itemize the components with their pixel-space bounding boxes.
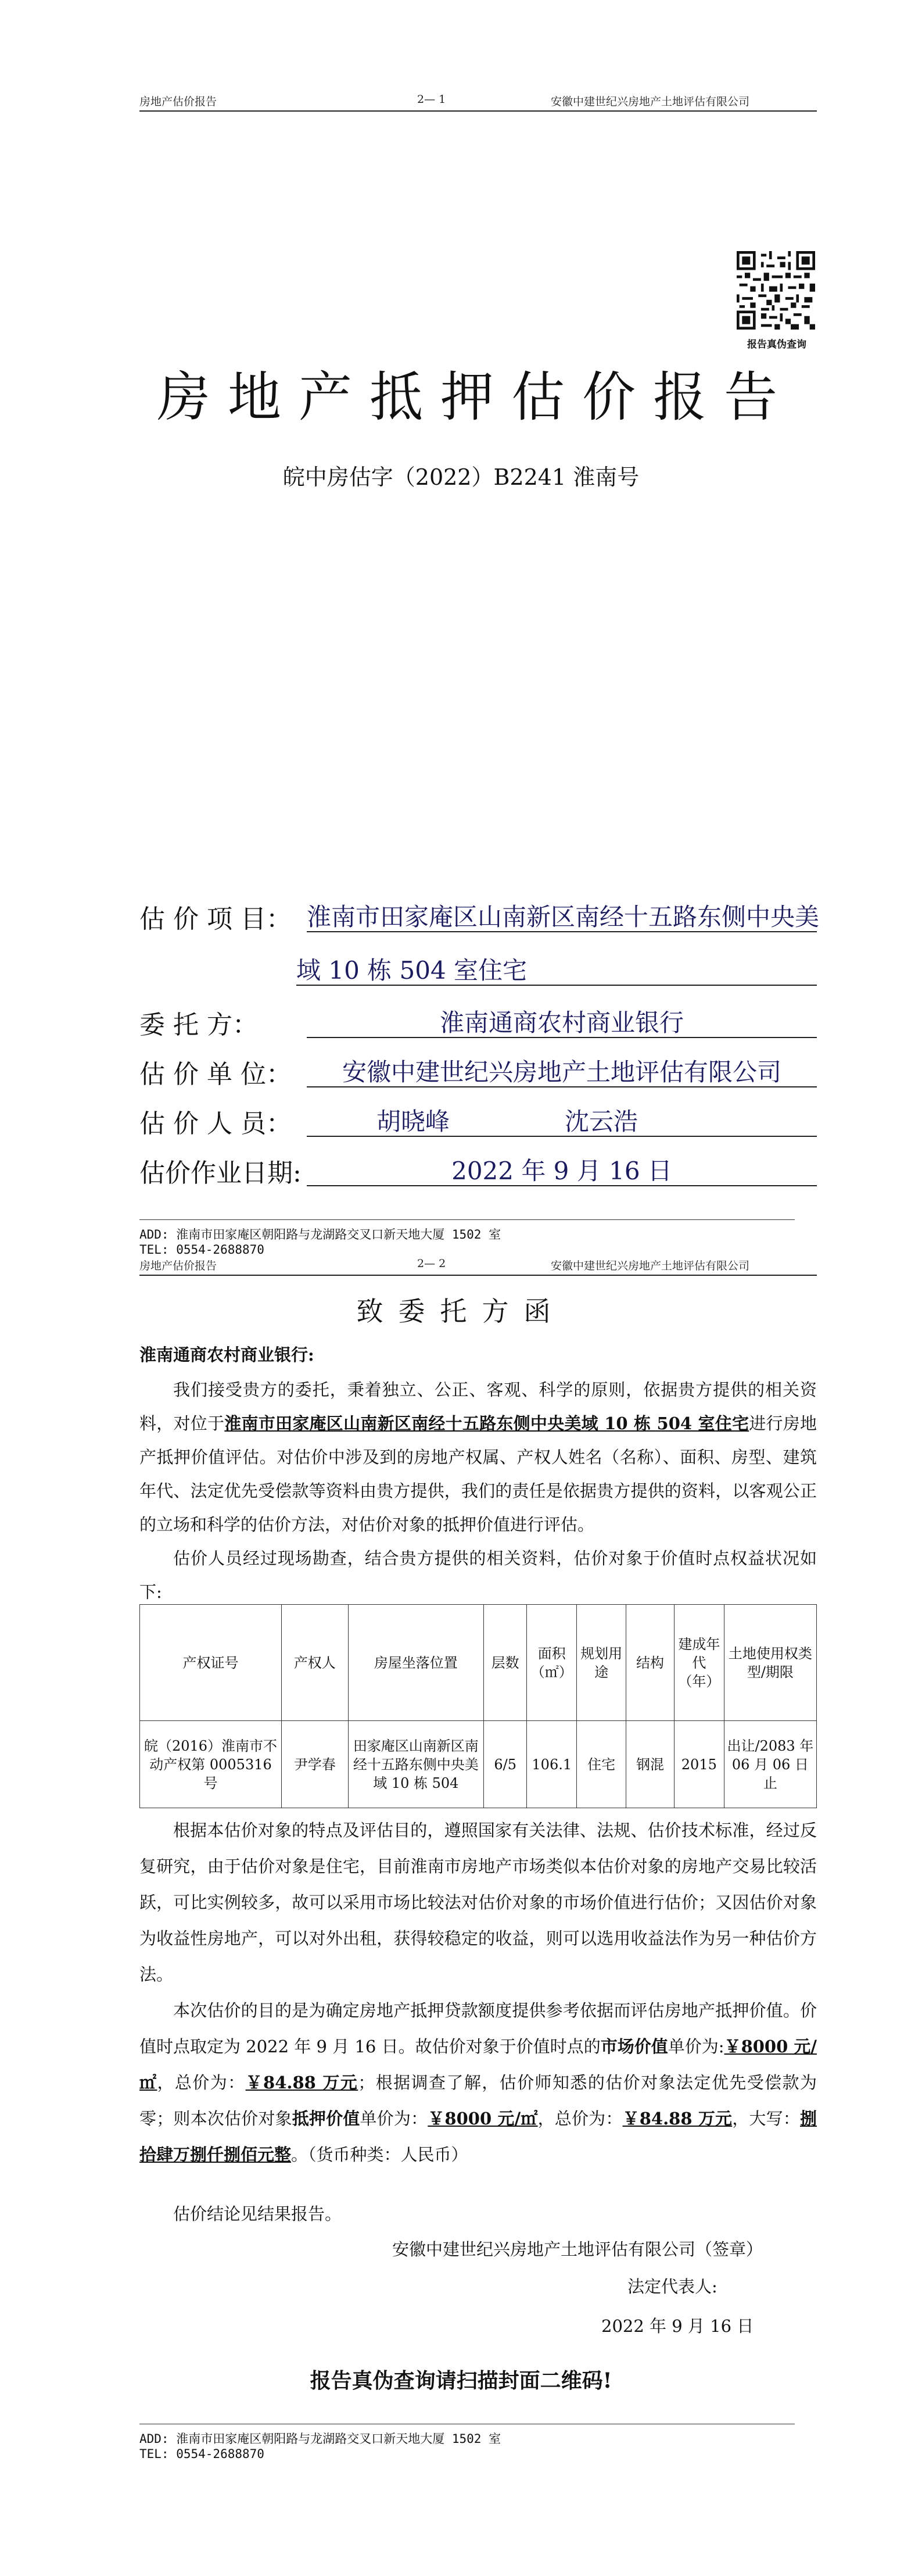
th-area: 面积（㎡）	[527, 1605, 577, 1721]
market-total-price: ￥84.88 万元	[245, 2073, 358, 2092]
td-structure: 钢混	[626, 1721, 675, 1808]
label-project: 估 价 项 目：	[139, 904, 292, 934]
value-appraiser-1: 胡晓峰	[376, 1107, 450, 1136]
th-floors: 层数	[484, 1605, 527, 1721]
page2-header-right: 安徽中建世纪兴房地产土地评估有限公司	[551, 1260, 750, 1272]
td-use: 住宅	[577, 1721, 626, 1808]
paragraph-methods: 根据本估价对象的特点及评估目的，遵照国家有关法律、法规、估价技术标准，经过反复研究，由于估价对象是住宅，目前淮南市房地产市场类似本估价对象的房地产交易比较活跃，可比实例较多，故可以采用市场比较法对估价对象的市场价值进行估价；又因估价对象为收益性房地产，可以对外出租，获得较稳定的收益，则可以选用收益法作为另一种估价方法。	[139, 1820, 817, 1984]
underline-appraisers	[307, 1136, 817, 1137]
th-location: 房屋坐落位置	[348, 1605, 483, 1721]
paragraph-conclusion: 估价结论见结果报告。	[173, 2204, 342, 2224]
mortgage-value-label: 抵押价值	[292, 2109, 360, 2128]
underline-client	[307, 1037, 817, 1038]
underline-appraiser-firm	[307, 1086, 817, 1087]
td-location: 田家庵区山南新区南经十五路东侧中央美域 10 栋 504	[348, 1721, 483, 1808]
th-land-right: 土地使用权类型/期限	[724, 1605, 816, 1721]
letter-title: 致委托方函	[356, 1296, 566, 1327]
page2-header-page: 2— 2	[417, 1257, 446, 1270]
mortgage-unit-price: ￥8000 元/㎡	[428, 2109, 538, 2128]
value-project-line1: 淮南市田家庵区山南新区南经十五路东侧中央美	[307, 903, 820, 931]
salutation: 淮南通商农村商业银行:	[139, 1345, 314, 1365]
th-owner: 产权人	[282, 1605, 349, 1721]
label-appraisers: 估 价 人 员：	[139, 1109, 292, 1139]
value-appraiser-2: 沈云浩	[565, 1107, 638, 1136]
page1-footer-address: ADD: 淮南市田家庵区朝阳路与龙湖路交叉口新天地大厦 1502 室	[139, 1228, 501, 1242]
page2-footer-address: ADD: 淮南市田家庵区朝阳路与龙湖路交叉口新天地大厦 1502 室	[139, 2432, 501, 2446]
value-client: 淮南通商农村商业银行	[439, 1008, 684, 1037]
page2-footer-tel: TEL: 0554-2688870	[139, 2447, 264, 2461]
signature-company: 安徽中建世纪兴房地产土地评估有限公司（签章）	[392, 2239, 763, 2259]
report-title: 房地产抵押估价报告	[157, 366, 795, 428]
page1-header-rule	[139, 110, 817, 112]
underline-work-date	[307, 1185, 817, 1186]
th-use: 规划用途	[577, 1605, 626, 1721]
document-number: 皖中房估字（2022）B2241 淮南号	[282, 464, 640, 490]
signature-legal-rep: 法定代表人:	[627, 2277, 717, 2296]
market-value-label: 市场价值	[600, 2037, 668, 2056]
qr-caption: 报告真伪查询	[747, 339, 806, 350]
underline-project-1	[307, 931, 817, 932]
label-work-date: 估价作业日期:	[139, 1158, 302, 1188]
th-structure: 结构	[626, 1605, 675, 1721]
signature-date: 2022 年 9 月 16 日	[601, 2316, 754, 2336]
amount-in-words: 捌拾肆万捌仟捌佰元整	[139, 2109, 817, 2164]
authenticity-notice: 报告真伪查询请扫描封面二维码!	[310, 2369, 612, 2393]
table-header-row	[140, 1605, 817, 1721]
page1-header-left: 房地产估价报告	[139, 95, 217, 108]
td-cert: 皖（2016）淮南市不动产权第 0005316 号	[140, 1721, 282, 1808]
td-built-year: 2015	[674, 1721, 724, 1808]
market-unit-price: ￥8000 元/㎡	[139, 2037, 817, 2092]
th-cert: 产权证号	[140, 1605, 282, 1721]
property-address-bold: 淮南市田家庵区山南新区南经十五路东侧中央美域 10 栋 504 室住宅	[224, 1414, 749, 1433]
paragraph-survey: 估价人员经过现场勘查，结合贵方提供的相关资料，估价对象于价值时点权益状况如下:	[139, 1548, 817, 1602]
label-client: 委 托 方：	[139, 1010, 258, 1040]
page2-header-rule	[139, 1275, 817, 1276]
paragraph-valuation: 本次估价的目的是为确定房地产抵押贷款额度提供参考依据而评估房地产抵押价值。价值时点取定为 2022 年 9 月 16 日。故估价对象于价值时点的市场价值单价为:￥8000 元/㎡，总价为：￥84.88 万元；根据调查了解，估价师知悉的估价对象法定优先受偿款为零；则本次估价对象抵押价值单价为：￥8000 元/㎡，总价为：￥84.88 万元，大写：捌拾肆万捌仟捌佰元整。（货币种类：人民币）	[139, 2001, 817, 2164]
page2-header-left: 房地产估价报告	[139, 1260, 217, 1272]
th-built-year: 建成年代（年）	[674, 1605, 724, 1721]
value-work-date: 2022 年 9 月 16 日	[451, 1157, 672, 1185]
td-land-right: 出让/2083 年 06 月 06 日止	[724, 1721, 816, 1808]
page1-footer-tel: TEL: 0554-2688870	[139, 1243, 264, 1257]
underline-project-2	[296, 985, 817, 986]
page1-header-right: 安徽中建世纪兴房地产土地评估有限公司	[551, 95, 750, 108]
qr-code-icon[interactable]	[737, 251, 815, 330]
td-floors: 6/5	[484, 1721, 527, 1808]
paragraph-commission: 我们接受贵方的委托，秉着独立、公正、客观、科学的原则，依据贵方提供的相关资料，对位于淮南市田家庵区山南新区南经十五路东侧中央美域 10 栋 504 室住宅进行房地产抵押价值评估。对估价中涉及到的房地产权属、产权人姓名（名称）、面积、房型、建筑年代、法定优先受偿款等资料由贵方提供，我们的责任是依据贵方提供的资料，以客观公正的立场和科学的估价方法，对估价对象的抵押价值进行评估。	[139, 1380, 817, 1534]
property-table	[139, 1604, 817, 1808]
td-area: 106.1	[527, 1721, 577, 1808]
mortgage-total-price: ￥84.88 万元	[622, 2109, 733, 2128]
table-row	[140, 1721, 817, 1808]
page1-header-page: 2— 1	[417, 93, 446, 106]
td-owner: 尹学春	[282, 1721, 349, 1808]
value-appraiser-firm: 安徽中建世纪兴房地产土地评估有限公司	[342, 1058, 781, 1086]
label-appraiser-firm: 估 价 单 位：	[139, 1060, 292, 1089]
value-project-line2: 域 10 栋 504 室住宅	[296, 956, 528, 985]
page1-footer-rule	[139, 1219, 795, 1220]
